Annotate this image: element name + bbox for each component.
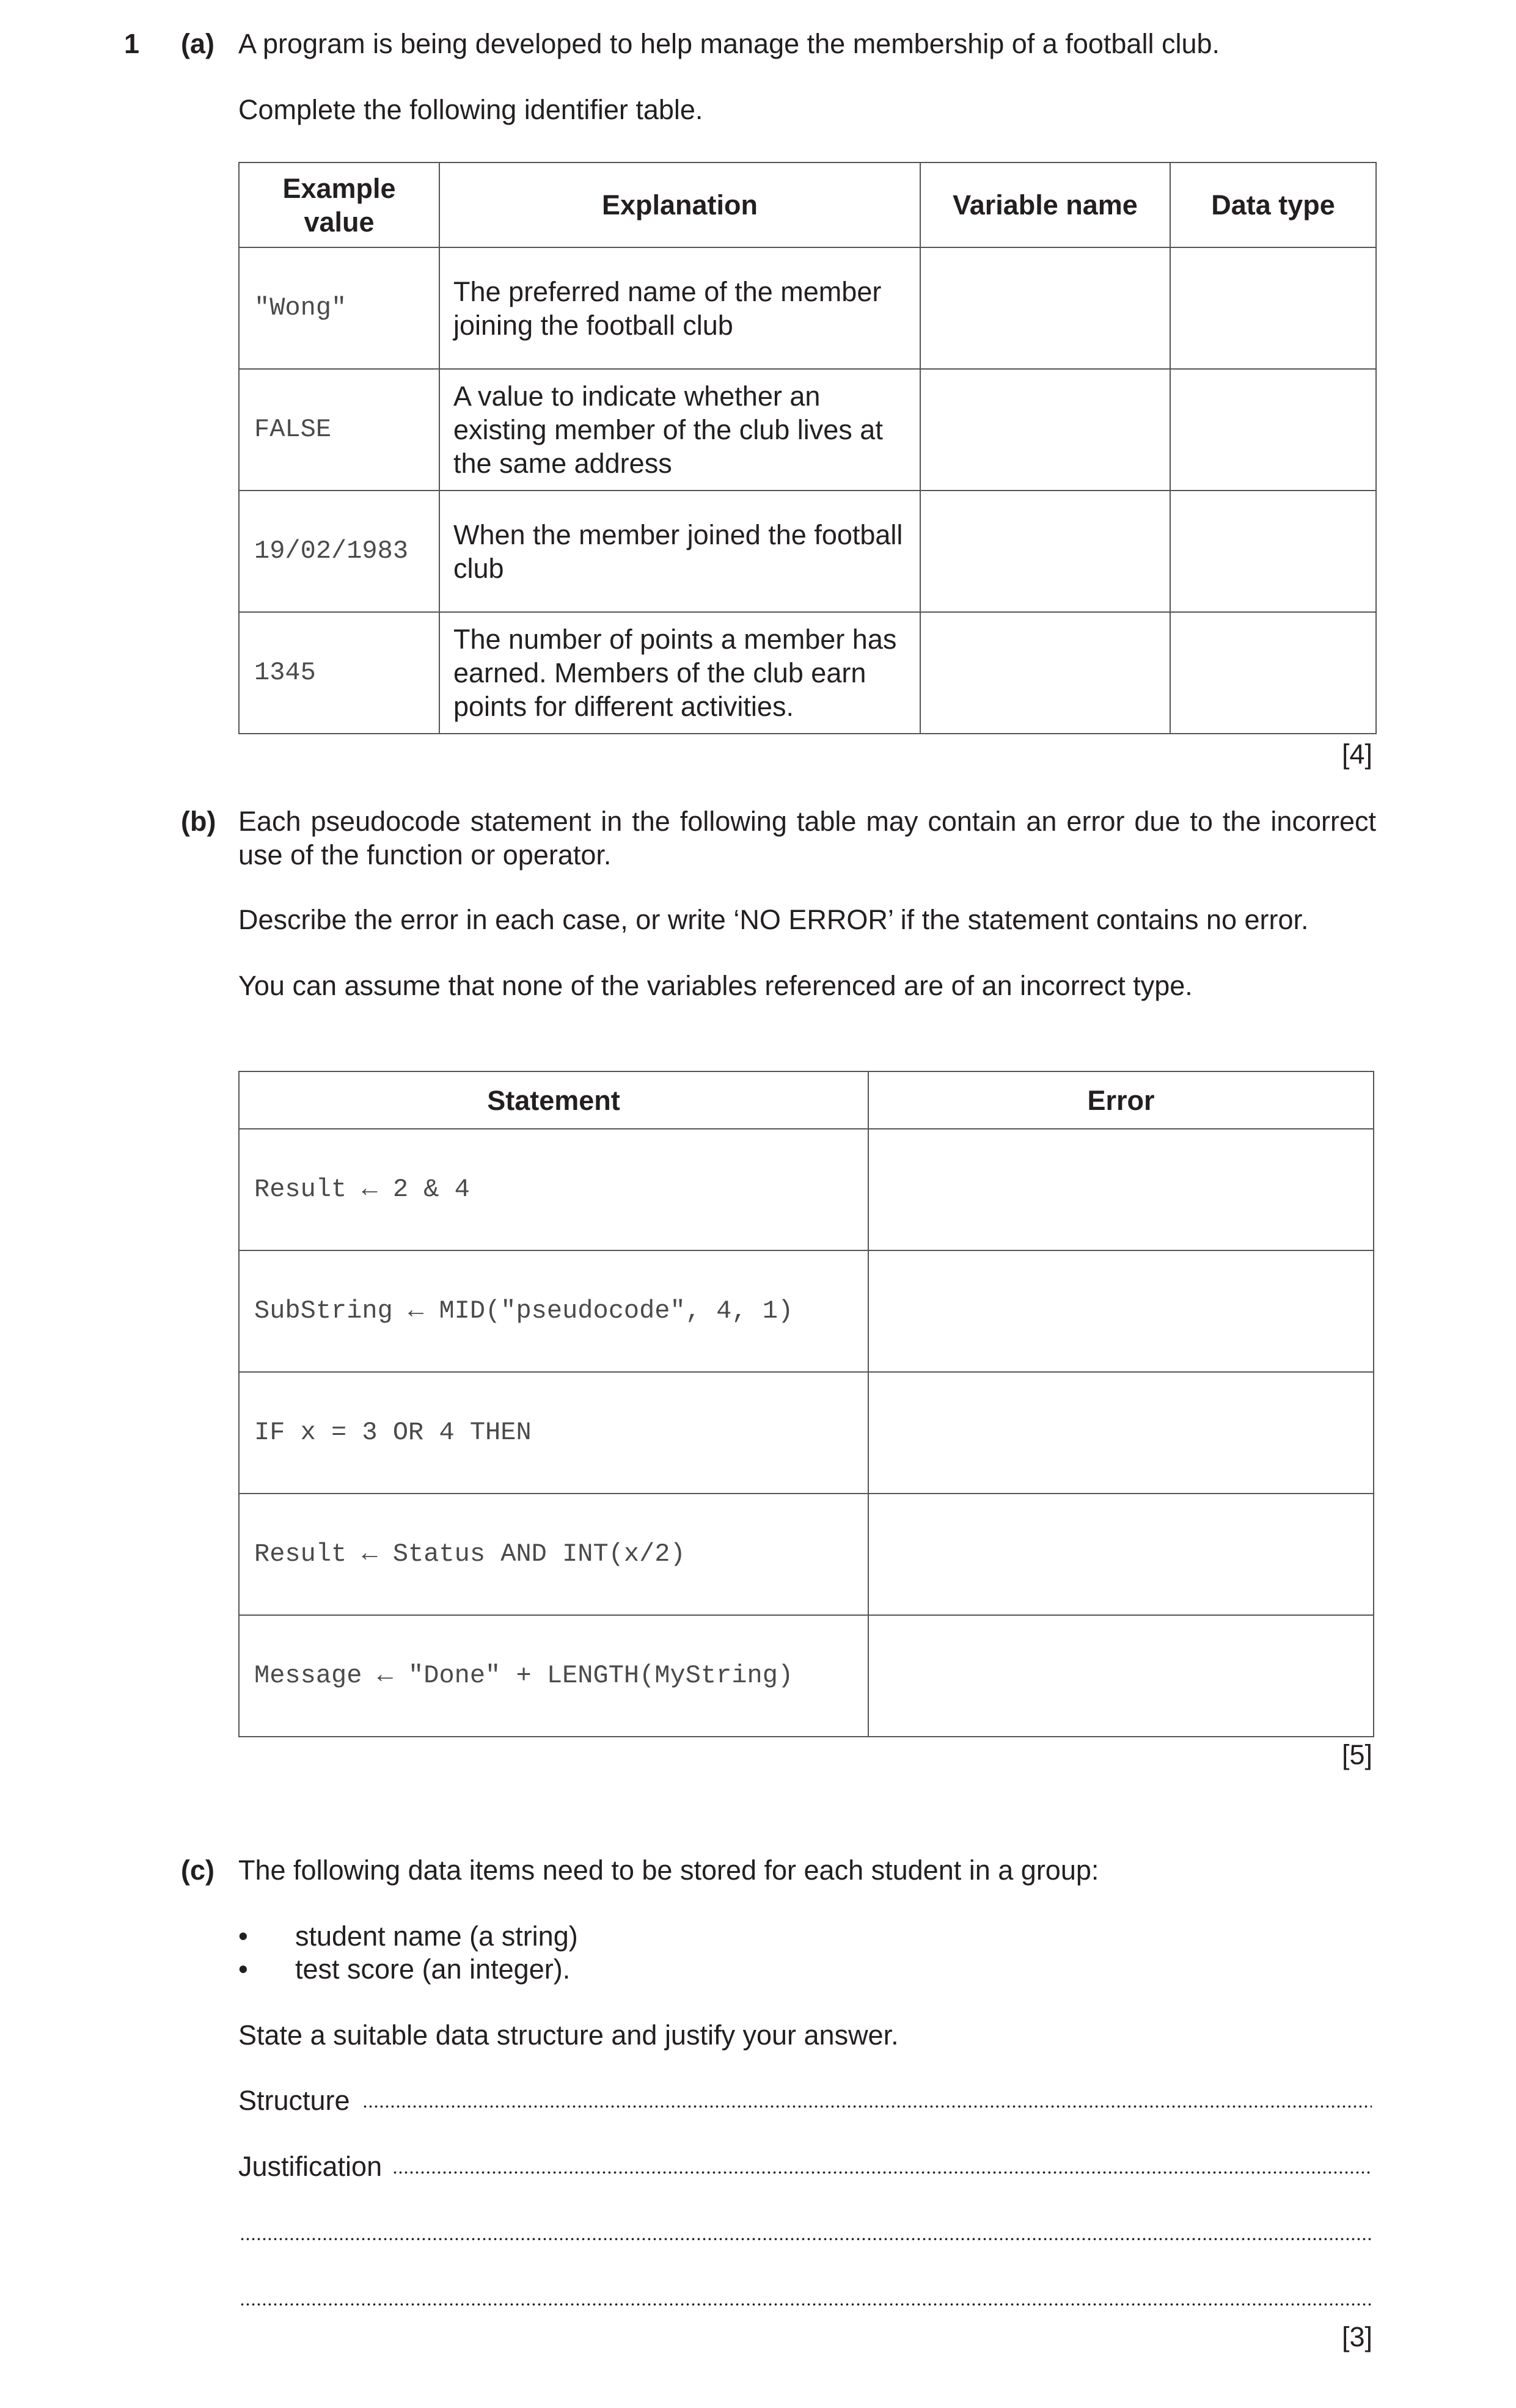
part-b-label: (b) [181, 806, 216, 837]
table-row [239, 1372, 1374, 1494]
table-row [239, 1129, 1374, 1250]
statement-cell: Result ← Status AND INT(x/2) [239, 1494, 868, 1615]
part-b-instruction-2: You can assume that none of the variables referenced are of an incorrect type. [238, 970, 1193, 1001]
bullet-item: student name (a string) [295, 1921, 578, 1952]
data-type-answer-cell[interactable] [1170, 369, 1376, 491]
identifier-table [238, 162, 1377, 734]
bullet-icon: • [238, 1921, 248, 1952]
structure-answer-line[interactable] [362, 2105, 1372, 2108]
explanation-cell: When the member joined the football club [439, 491, 920, 612]
error-answer-cell[interactable] [868, 1615, 1374, 1737]
error-answer-cell[interactable] [868, 1372, 1374, 1494]
header-explanation: Explanation [439, 162, 920, 247]
variable-name-answer-cell[interactable] [920, 612, 1170, 734]
header-data-type: Data type [1170, 162, 1376, 247]
variable-name-answer-cell[interactable] [920, 491, 1170, 612]
table-row [239, 1250, 1374, 1372]
part-c-instruction: State a suitable data structure and justify your answer. [238, 2019, 899, 2051]
statement-cell: Result ← 2 & 4 [239, 1129, 868, 1250]
part-a-marks: [4] [1342, 739, 1373, 770]
pseudocode-table-header-row [239, 1071, 1374, 1129]
data-type-answer-cell[interactable] [1170, 247, 1376, 369]
structure-label: Structure [238, 2085, 350, 2116]
data-type-answer-cell[interactable] [1170, 491, 1376, 612]
part-c-marks: [3] [1342, 2321, 1373, 2352]
part-a-instruction: Complete the following identifier table. [238, 94, 703, 125]
statement-cell: Message ← "Done" + LENGTH(MyString) [239, 1615, 868, 1737]
bullet-item: test score (an integer). [295, 1954, 571, 1985]
statement-cell: IF x = 3 OR 4 THEN [239, 1372, 868, 1494]
example-value-cell: FALSE [239, 369, 439, 491]
justification-answer-line[interactable] [240, 2238, 1372, 2241]
question-number: 1 [124, 28, 140, 59]
table-row [239, 369, 1376, 491]
bullet-icon: • [238, 1954, 248, 1985]
pseudocode-error-table [238, 1071, 1374, 1737]
error-answer-cell[interactable] [868, 1250, 1374, 1372]
part-b-instruction-1: Describe the error in each case, or write ‘NO ERROR’ if the statement contains no error. [238, 904, 1309, 935]
explanation-cell: A value to indicate whether an existing member of the club lives at the same address [439, 369, 920, 491]
variable-name-answer-cell[interactable] [920, 369, 1170, 491]
part-c-intro: The following data items need to be stored for each student in a group: [238, 1855, 1099, 1886]
header-example-value: Example value [239, 162, 439, 247]
table-row [239, 491, 1376, 612]
table-row [239, 1615, 1374, 1737]
header-statement: Statement [239, 1071, 868, 1129]
part-a-intro: A program is being developed to help manage the membership of a football club. [238, 28, 1220, 59]
part-b-intro: Each pseudocode statement in the following table may contain an error due to the incorrect use of the function or operator. [238, 806, 1376, 870]
part-b-marks: [5] [1342, 1739, 1373, 1770]
table-row [239, 612, 1376, 734]
error-answer-cell[interactable] [868, 1129, 1374, 1250]
part-c-label: (c) [181, 1855, 214, 1886]
header-error: Error [868, 1071, 1374, 1129]
explanation-cell: The number of points a member has earned. Members of the club earn points for different activities. [439, 612, 920, 734]
justification-label: Justification [238, 2151, 383, 2182]
table-row [239, 247, 1376, 369]
justification-answer-line[interactable] [240, 2303, 1372, 2306]
example-value-cell: 19/02/1983 [239, 491, 439, 612]
explanation-cell: The preferred name of the member joining the football club [439, 247, 920, 369]
justification-answer-line[interactable] [392, 2171, 1372, 2174]
part-a-label: (a) [181, 28, 214, 59]
example-value-cell: 1345 [239, 612, 439, 734]
table-row [239, 1494, 1374, 1615]
identifier-table-header-row [239, 162, 1376, 247]
error-answer-cell[interactable] [868, 1494, 1374, 1615]
variable-name-answer-cell[interactable] [920, 247, 1170, 369]
data-type-answer-cell[interactable] [1170, 612, 1376, 734]
example-value-cell: "Wong" [239, 247, 439, 369]
header-variable-name: Variable name [920, 162, 1170, 247]
statement-cell: SubString ← MID("pseudocode", 4, 1) [239, 1250, 868, 1372]
